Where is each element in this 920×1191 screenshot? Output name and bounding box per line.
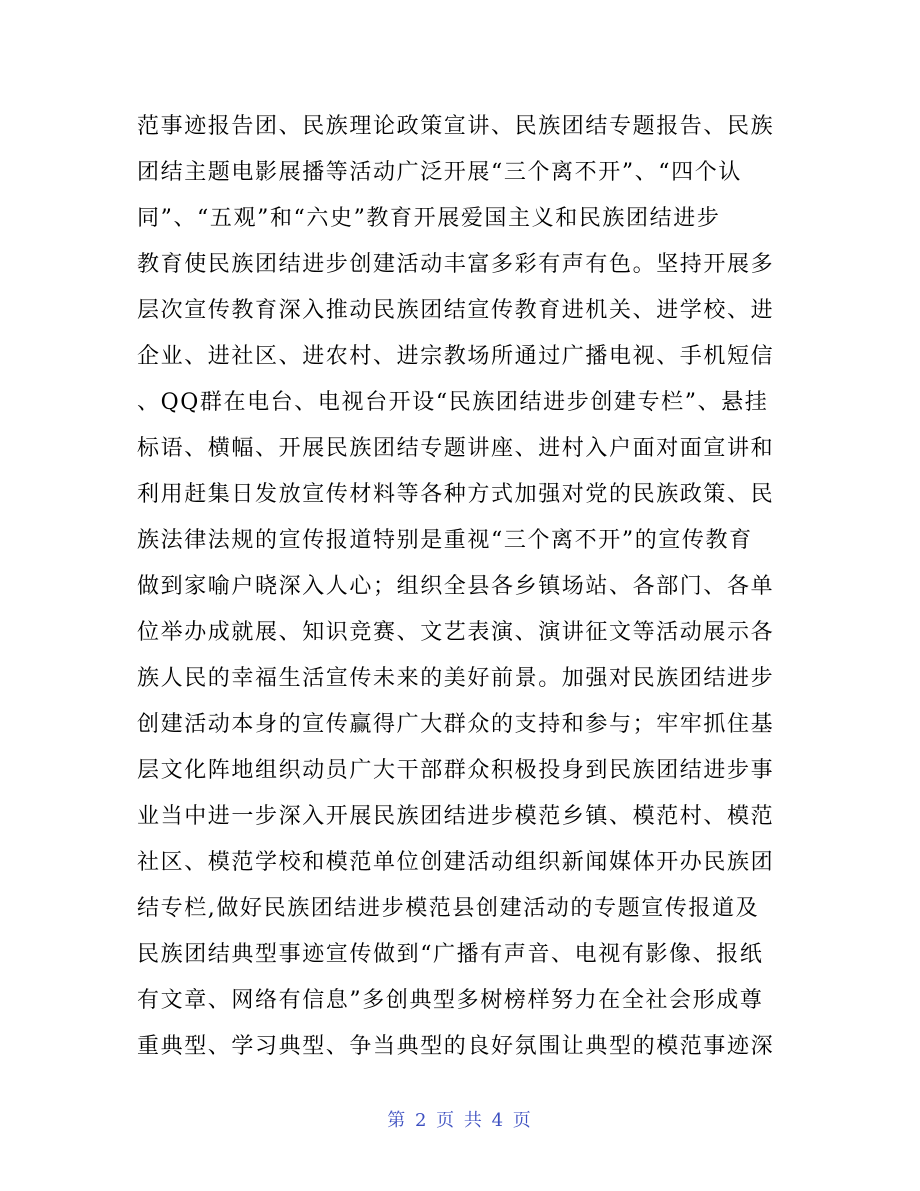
body-line-3: 同”、“五观”和“六史”教育开展爱国主义和民族团结进步 [137,206,721,231]
body-line-17: 社区、模范学校和模范单位创建活动组织新闻媒体开办民族团 [137,850,775,875]
body-line-6: 企业、进社区、进农村、进宗教场所通过广播电视、手机短信 [137,344,775,369]
body-line-5: 层次宣传教育深入推动民族团结宣传教育进机关、进学校、进 [137,298,775,323]
body-line-19: 民族团结典型事迹宣传做到“广播有声音、电视有影像、报纸 [137,942,764,967]
body-line-4: 教育使民族团结进步创建活动丰富多彩有声有色。坚持开展多 [137,252,775,277]
page-number-footer: 第 2 页 共 4 页 [387,1110,533,1131]
body-line-8: 标语、横幅、开展民族团结专题讲座、进村入户面对面宣讲和 [137,436,775,461]
body-line-20: 有文章、网络有信息”多创典型多树榜样努力在全社会形成尊 [137,988,764,1013]
body-line-16: 业当中进一步深入开展民族团结进步模范乡镇、模范村、模范 [137,804,775,829]
body-line-7: 、QQ群在电台、电视台开设“民族团结进步创建专栏”、悬挂 [137,390,769,415]
body-line-13: 族人民的幸福生活宣传未来的美好前景。加强对民族团结进步 [137,666,775,691]
body-line-1: 范事迹报告团、民族理论政策宣讲、民族团结专题报告、民族 [137,114,775,139]
body-line-18: 结专栏,做好民族团结进步模范县创建活动的专题宣传报道及 [137,896,760,921]
body-line-11: 做到家喻户晓深入人心；组织全县各乡镇场站、各部门、各单 [137,574,775,599]
body-line-21: 重典型、学习典型、争当典型的良好氛围让典型的模范事迹深 [137,1034,775,1059]
body-line-12: 位举办成就展、知识竞赛、文艺表演、演讲征文等活动展示各 [137,620,775,645]
body-line-2: 团结主题电影展播等活动广泛开展“三个离不开”、“四个认 [137,160,742,185]
body-line-14: 创建活动本身的宣传赢得广大群众的支持和参与；牢牢抓住基 [137,712,775,737]
body-line-15: 层文化阵地组织动员广大干部群众积极投身到民族团结进步事 [137,758,775,783]
body-line-9: 利用赶集日发放宣传材料等各种方式加强对党的民族政策、民 [137,482,775,507]
document-body [137,104,797,1070]
body-line-10: 族法律法规的宣传报道特别是重视“三个离不开”的宣传教育 [137,528,753,553]
